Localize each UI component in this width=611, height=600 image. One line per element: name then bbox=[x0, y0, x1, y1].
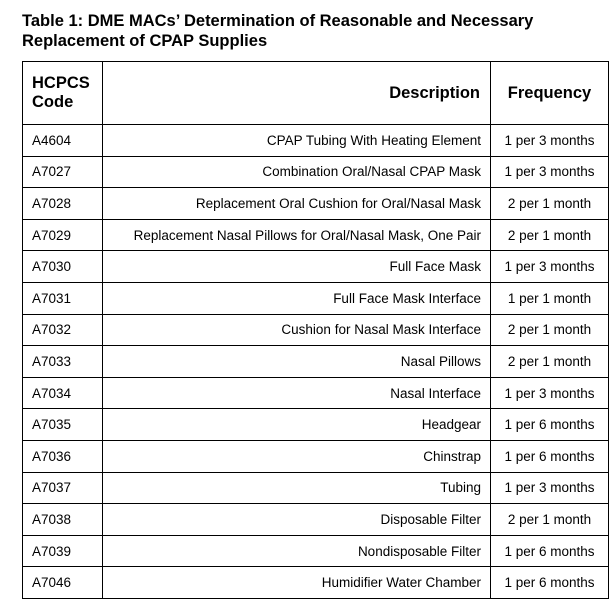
header-description: Description bbox=[103, 62, 491, 125]
hcpcs-code-cell: A7039 bbox=[23, 535, 103, 567]
table-title bbox=[22, 11, 607, 51]
frequency-cell: 1 per 3 months bbox=[491, 472, 609, 504]
table-row bbox=[23, 535, 609, 567]
table-title-line-2: Replacement of CPAP Supplies bbox=[22, 32, 268, 50]
table-row bbox=[23, 567, 609, 599]
table-row bbox=[23, 440, 609, 472]
frequency-cell: 2 per 1 month bbox=[491, 346, 609, 378]
table-body bbox=[23, 125, 609, 599]
table-row bbox=[23, 219, 609, 251]
description-cell: Combination Oral/Nasal CPAP Mask bbox=[103, 156, 491, 188]
table-row bbox=[23, 314, 609, 346]
hcpcs-code-cell: A7028 bbox=[23, 188, 103, 220]
hcpcs-code-cell: A7027 bbox=[23, 156, 103, 188]
frequency-cell: 2 per 1 month bbox=[491, 188, 609, 220]
description-cell: Replacement Oral Cushion for Oral/Nasal Mask bbox=[103, 188, 491, 220]
table-row bbox=[23, 472, 609, 504]
hcpcs-code-cell: A7037 bbox=[23, 472, 103, 504]
header-code-line-2: Code bbox=[32, 93, 74, 111]
description-cell: Chinstrap bbox=[103, 440, 491, 472]
header-frequency: Frequency bbox=[491, 62, 609, 125]
hcpcs-code-cell: A7036 bbox=[23, 440, 103, 472]
header-hcpcs-code bbox=[23, 62, 103, 125]
table-header-row bbox=[23, 62, 609, 125]
frequency-cell: 1 per 1 month bbox=[491, 282, 609, 314]
frequency-cell: 1 per 3 months bbox=[491, 156, 609, 188]
hcpcs-code-cell: A7035 bbox=[23, 409, 103, 441]
frequency-cell: 1 per 3 months bbox=[491, 125, 609, 157]
table-row bbox=[23, 251, 609, 283]
hcpcs-code-cell: A7032 bbox=[23, 314, 103, 346]
description-cell: Tubing bbox=[103, 472, 491, 504]
description-cell: Nasal Pillows bbox=[103, 346, 491, 378]
header-code-line-1: HCPCS bbox=[32, 74, 90, 92]
frequency-cell: 2 per 1 month bbox=[491, 314, 609, 346]
description-cell: Full Face Mask bbox=[103, 251, 491, 283]
cpap-supplies-table bbox=[22, 61, 609, 599]
table-row bbox=[23, 188, 609, 220]
frequency-cell: 1 per 6 months bbox=[491, 440, 609, 472]
description-cell: Nondisposable Filter bbox=[103, 535, 491, 567]
frequency-cell: 1 per 6 months bbox=[491, 535, 609, 567]
frequency-cell: 1 per 6 months bbox=[491, 567, 609, 599]
description-cell: Headgear bbox=[103, 409, 491, 441]
hcpcs-code-cell: A7031 bbox=[23, 282, 103, 314]
hcpcs-code-cell: A7030 bbox=[23, 251, 103, 283]
table-row bbox=[23, 156, 609, 188]
description-cell: CPAP Tubing With Heating Element bbox=[103, 125, 491, 157]
hcpcs-code-cell: A7033 bbox=[23, 346, 103, 378]
description-cell: Nasal Interface bbox=[103, 377, 491, 409]
frequency-cell: 1 per 3 months bbox=[491, 251, 609, 283]
frequency-cell: 1 per 3 months bbox=[491, 377, 609, 409]
hcpcs-code-cell: A7029 bbox=[23, 219, 103, 251]
description-cell: Replacement Nasal Pillows for Oral/Nasal Mask, One Pair bbox=[103, 219, 491, 251]
description-cell: Humidifier Water Chamber bbox=[103, 567, 491, 599]
hcpcs-code-cell: A7046 bbox=[23, 567, 103, 599]
hcpcs-code-cell: A7034 bbox=[23, 377, 103, 409]
table-row bbox=[23, 282, 609, 314]
description-cell: Full Face Mask Interface bbox=[103, 282, 491, 314]
table-row bbox=[23, 377, 609, 409]
description-cell: Cushion for Nasal Mask Interface bbox=[103, 314, 491, 346]
frequency-cell: 2 per 1 month bbox=[491, 504, 609, 536]
table-row bbox=[23, 125, 609, 157]
table-row bbox=[23, 409, 609, 441]
frequency-cell: 1 per 6 months bbox=[491, 409, 609, 441]
table-row bbox=[23, 346, 609, 378]
frequency-cell: 2 per 1 month bbox=[491, 219, 609, 251]
table-row bbox=[23, 504, 609, 536]
hcpcs-code-cell: A4604 bbox=[23, 125, 103, 157]
description-cell: Disposable Filter bbox=[103, 504, 491, 536]
hcpcs-code-cell: A7038 bbox=[23, 504, 103, 536]
table-title-line-1: Table 1: DME MACs’ Determination of Reasonable and Necessary bbox=[22, 12, 534, 30]
